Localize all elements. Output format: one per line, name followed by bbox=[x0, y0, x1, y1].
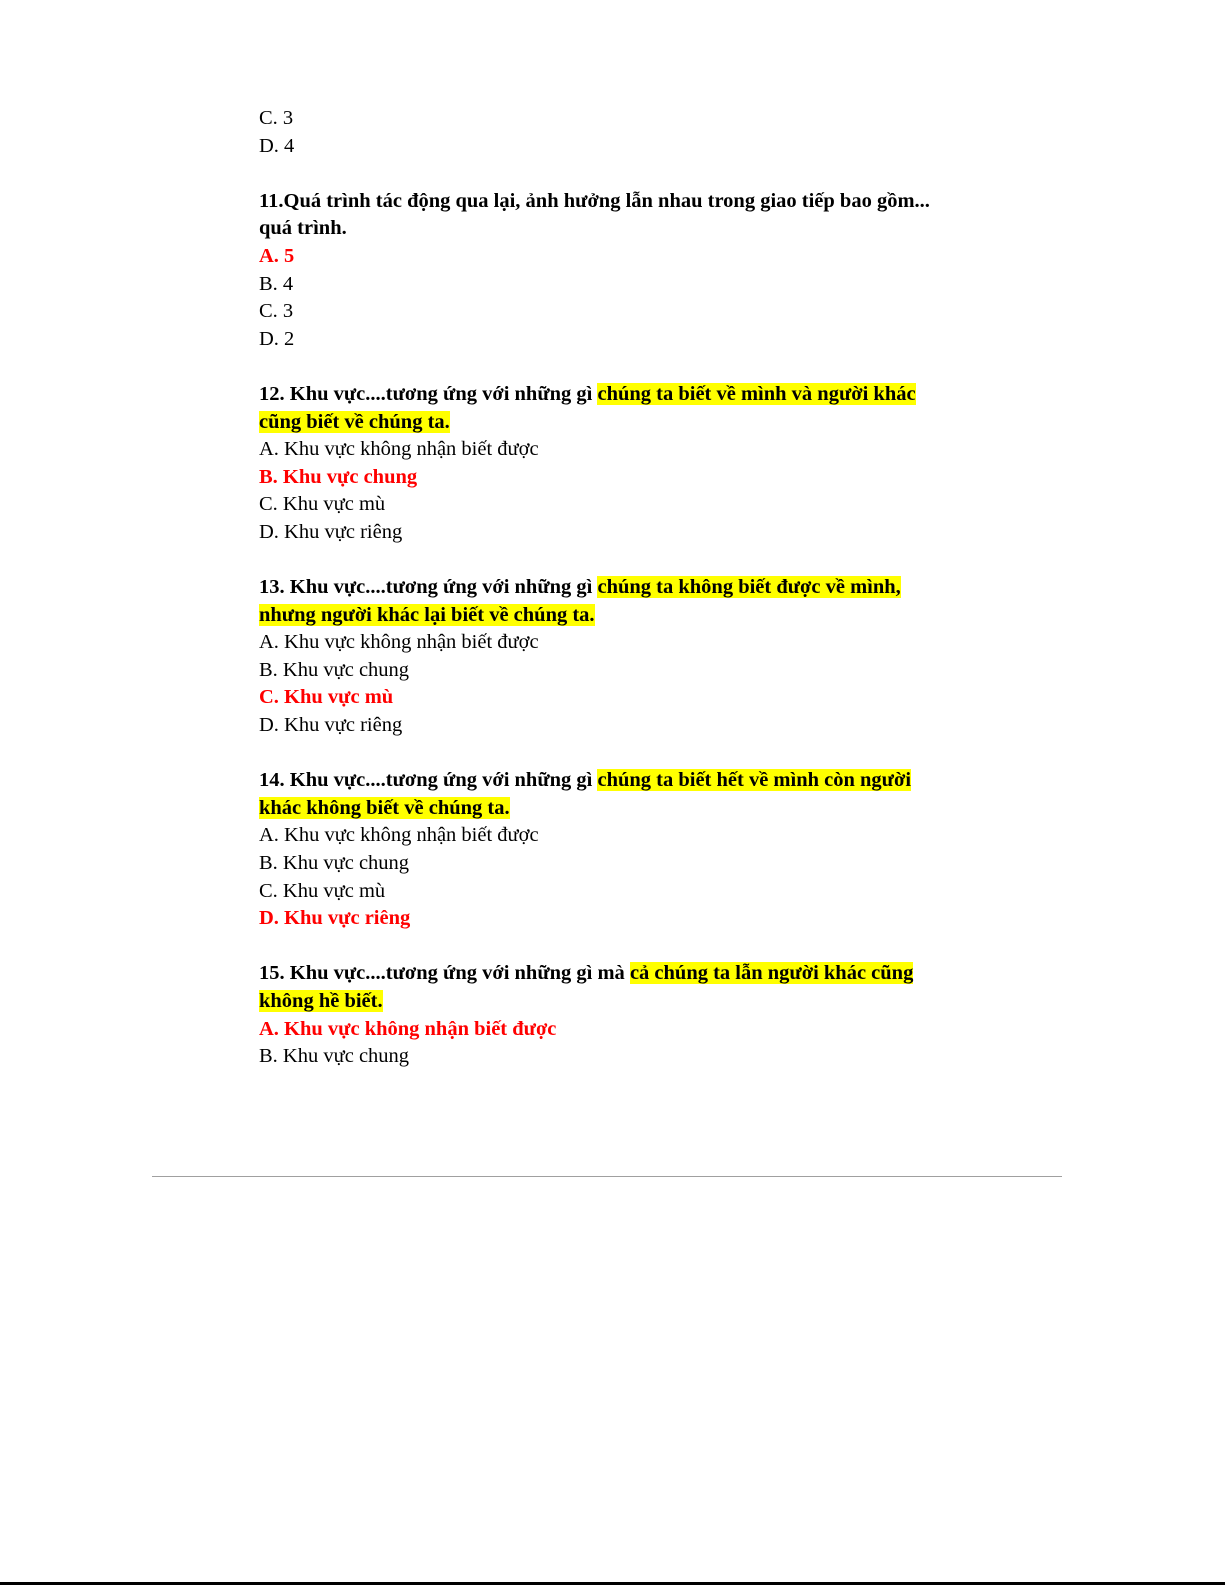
document-content bbox=[259, 105, 959, 1071]
option-b: B. Khu vực chung bbox=[259, 658, 410, 681]
question-text-continued: quá trình. bbox=[259, 217, 347, 240]
option-d: D. 4 bbox=[259, 134, 295, 157]
highlighted-text: khác không biết về chúng ta. bbox=[259, 796, 510, 819]
option-b: B. 4 bbox=[259, 272, 294, 295]
question-text-continued bbox=[259, 409, 959, 437]
option-b-correct: B. Khu vực chung bbox=[259, 465, 418, 488]
highlighted-text: cũng biết về chúng ta. bbox=[259, 410, 450, 433]
option-b: B. Khu vực chung bbox=[259, 852, 410, 875]
question-prefix: 15. Khu vực....tương ứng với những gì mà bbox=[259, 962, 630, 985]
option-d-correct: D. Khu vực riêng bbox=[259, 907, 411, 930]
option-c: C. Khu vực mù bbox=[259, 879, 386, 902]
question-text-continued bbox=[259, 602, 959, 630]
question-text bbox=[259, 574, 959, 602]
question-prefix: 12. Khu vực....tương ứng với những gì bbox=[259, 382, 598, 405]
question-12 bbox=[259, 381, 959, 547]
option-a: A. Khu vực không nhận biết được bbox=[259, 824, 539, 847]
option-a-correct: A. 5 bbox=[259, 244, 295, 267]
question-prefix: 13. Khu vực....tương ứng với những gì bbox=[259, 576, 598, 599]
question-14 bbox=[259, 767, 959, 933]
highlighted-text: không hề biết. bbox=[259, 990, 383, 1012]
question-text: 11.Quá trình tác động qua lại, ảnh hưởng lẫn nhau trong giao tiếp bao gồm... bbox=[259, 189, 930, 212]
highlighted-text: cả chúng ta lẫn người khác cũng bbox=[629, 962, 914, 985]
question-text-continued bbox=[259, 795, 959, 823]
highlighted-text: chúng ta không biết được về mình, bbox=[597, 576, 901, 599]
question-13 bbox=[259, 574, 959, 740]
highlighted-text: chúng ta biết hết về mình còn người bbox=[597, 769, 912, 792]
option-b: B. Khu vực chung bbox=[259, 1045, 410, 1068]
question-text bbox=[259, 960, 959, 988]
option-c: C. 3 bbox=[259, 300, 294, 323]
question-prefix: 14. Khu vực....tương ứng với những gì bbox=[259, 769, 598, 792]
question-text bbox=[259, 381, 959, 409]
option-d: D. Khu vực riêng bbox=[259, 714, 403, 737]
question-text-continued bbox=[259, 988, 959, 1016]
question-11 bbox=[259, 188, 959, 354]
option-a: A. Khu vực không nhận biết được bbox=[259, 438, 539, 461]
highlighted-text: nhưng người khác lại biết về chúng ta. bbox=[259, 603, 595, 626]
highlighted-text: chúng ta biết về mình và người khác bbox=[597, 382, 916, 405]
option-a: A. Khu vực không nhận biết được bbox=[259, 631, 539, 654]
option-c: C. Khu vực mù bbox=[259, 493, 386, 516]
option-a-correct: A. Khu vực không nhận biết được bbox=[259, 1017, 557, 1040]
question-text bbox=[259, 767, 959, 795]
option-c: C. 3 bbox=[259, 107, 294, 129]
page-divider bbox=[152, 1176, 1062, 1177]
question-15 bbox=[259, 960, 959, 1070]
option-d: D. 2 bbox=[259, 327, 295, 350]
option-c-correct: C. Khu vực mù bbox=[259, 686, 394, 709]
option-d: D. Khu vực riêng bbox=[259, 520, 403, 543]
